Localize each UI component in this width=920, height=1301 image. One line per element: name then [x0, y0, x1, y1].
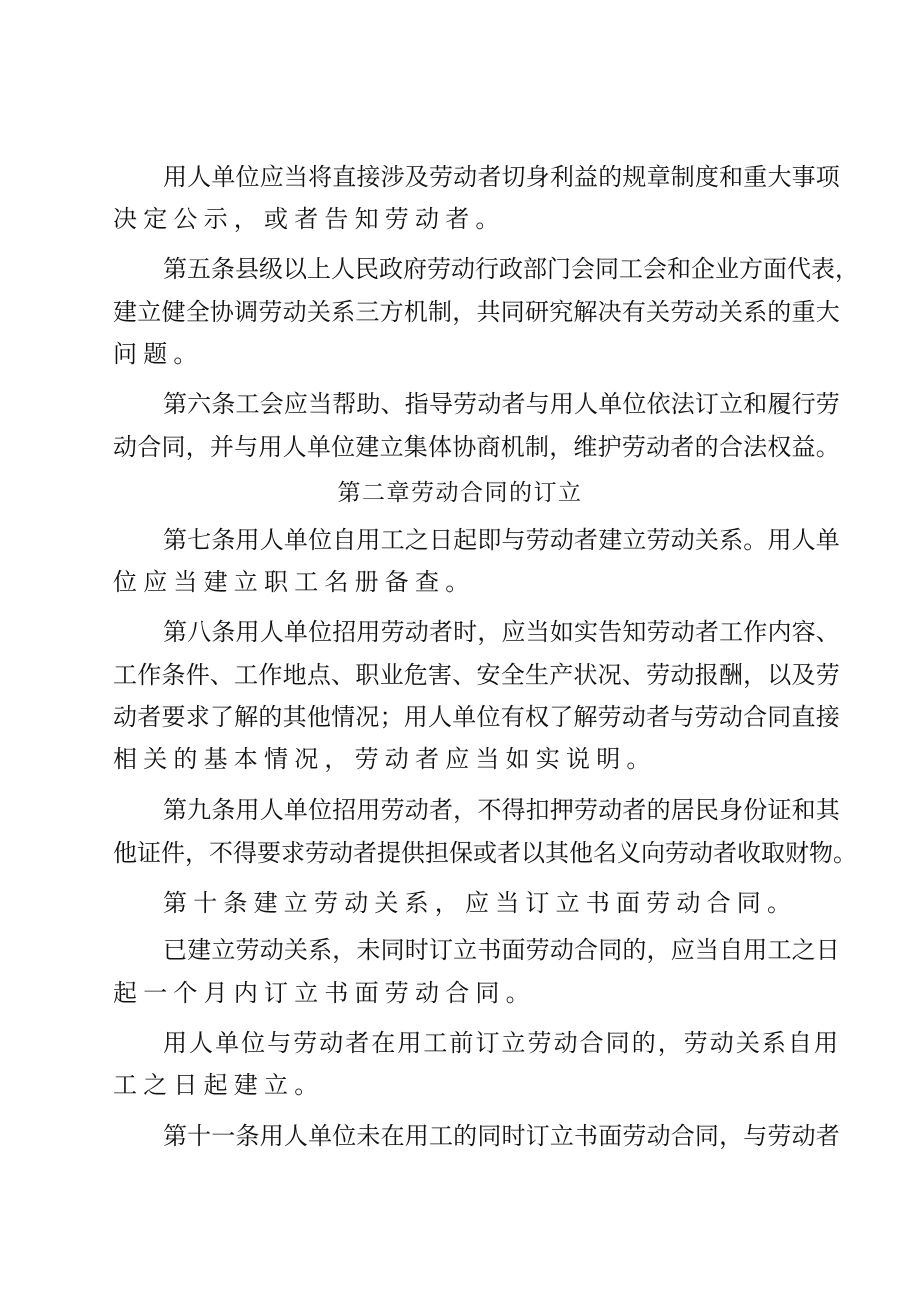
paragraph-line: 第十一条用人单位未在用工的同时订立书面劳动合同，与劳动者: [163, 1122, 840, 1150]
paragraph-line: 第六条工会应当帮助、指导劳动者与用人单位依法订立和履行劳: [163, 390, 840, 418]
paragraph-line: 动合同，并与用人单位建立集体协商机制，维护劳动者的合法权益。: [113, 433, 840, 461]
paragraph-line: 第十条建立劳动关系，应当订立书面劳动合同。: [163, 889, 798, 917]
paragraph-line: 已建立劳动关系，未同时订立书面劳动合同的，应当自用工之日: [163, 936, 840, 964]
paragraph-line: 第九条用人单位招用劳动者，不得扣押劳动者的居民身份证和其: [163, 796, 840, 824]
paragraph-line: 工作条件、工作地点、职业危害、安全生产状况、劳动报酬，以及劳: [113, 661, 840, 689]
paragraph-line: 建立健全协调劳动关系三方机制，共同研究解决有关劳动关系的重大: [113, 298, 840, 326]
paragraph-line: 第八条用人单位招用劳动者时，应当如实告知劳动者工作内容、: [163, 618, 840, 646]
paragraph-line: 动者要求了解的其他情况；用人单位有权了解劳动者与劳动合同直接: [113, 703, 840, 731]
chapter-heading: 第二章劳动合同的订立: [337, 480, 583, 506]
paragraph-line: 位应当建立职工名册备查。: [113, 568, 476, 596]
paragraph-line: 用人单位应当将直接涉及劳动者切身利益的规章制度和重大事项: [163, 163, 840, 191]
paragraph-line: 用人单位与劳动者在用工前订立劳动合同的，劳动关系自用: [163, 1029, 840, 1057]
paragraph-line: 第五条县级以上人民政府劳动行政部门会同工会和企业方面代表，: [163, 255, 859, 283]
paragraph-line: 工之日起建立。: [113, 1071, 325, 1099]
paragraph-line: 问题。: [113, 340, 204, 368]
paragraph-line: 起一个月内订立书面劳动合同。: [113, 979, 536, 1007]
paragraph-line: 相关的基本情况，劳动者应当如实说明。: [113, 745, 657, 773]
paragraph-line: 决定公示，或者告知劳动者。: [113, 205, 506, 233]
paragraph-line: 第七条用人单位自用工之日起即与劳动者建立劳动关系。用人单: [163, 526, 840, 554]
paragraph-line: 他证件，不得要求劳动者提供担保或者以其他名义向劳动者收取财物。: [113, 839, 857, 867]
